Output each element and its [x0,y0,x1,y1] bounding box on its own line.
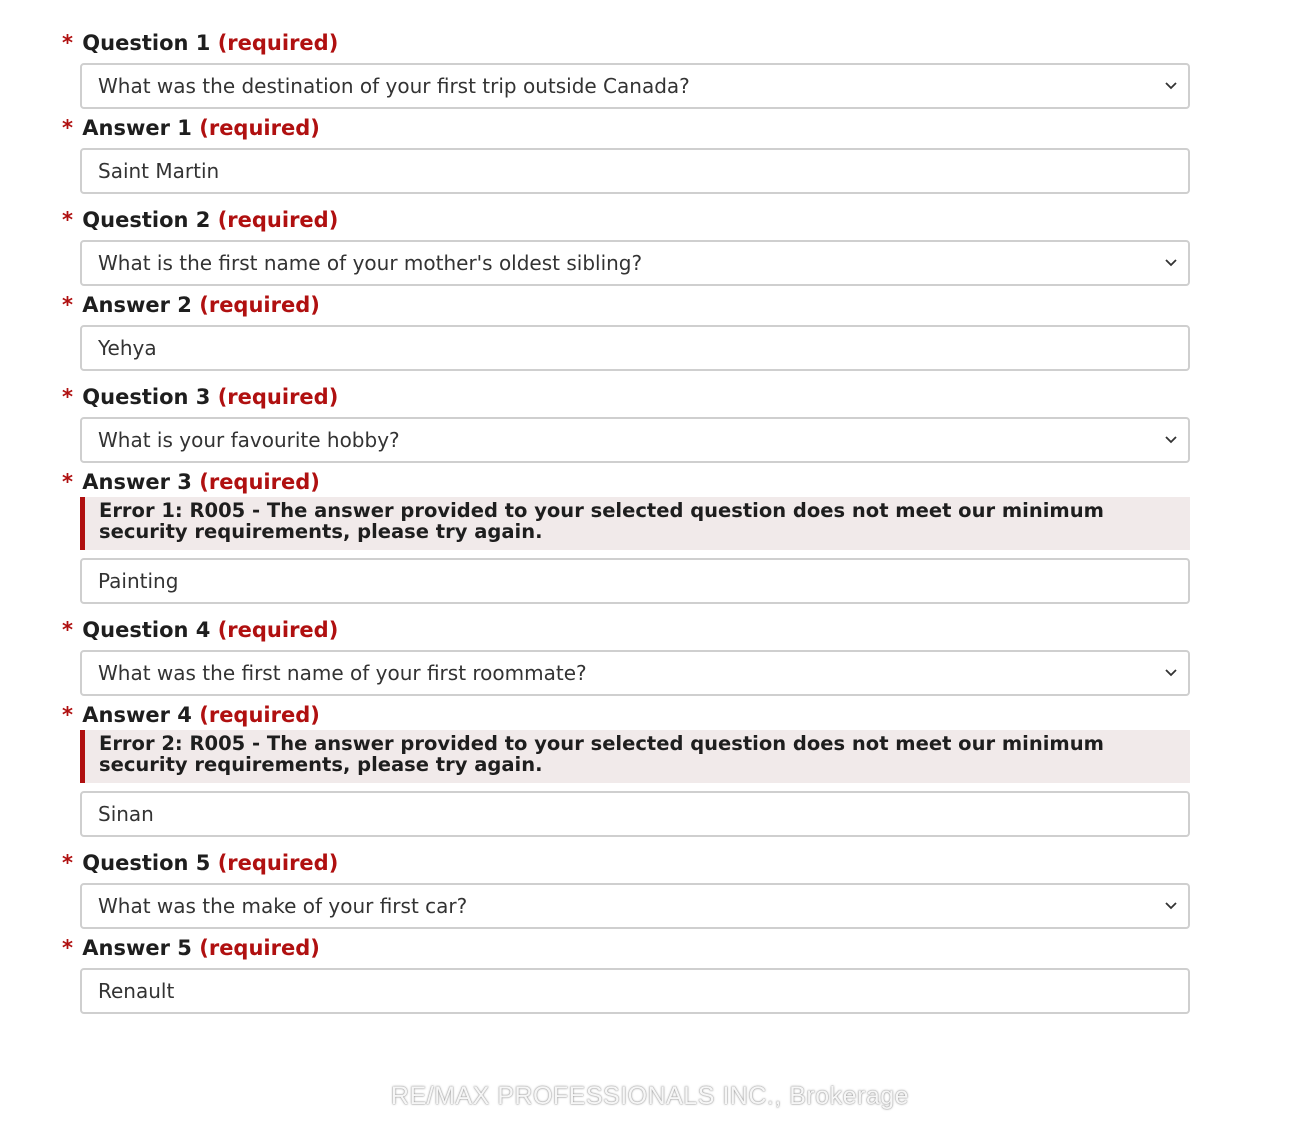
chevron-down-icon [1164,65,1178,107]
answer-4-label: * Answer 4 (required) [62,703,320,727]
question-4-label: * Question 4 (required) [62,618,339,642]
question-2-label: * Question 2 (required) [62,208,339,232]
question-1-select[interactable] [80,63,1190,109]
question-5-label: * Question 5 (required) [62,851,339,875]
answer-2-label: * Answer 2 (required) [62,293,320,317]
answer-5-input[interactable]: Renault [80,968,1190,1014]
answer-1-input[interactable]: Saint Martin [80,148,1190,194]
question-2-select[interactable] [80,240,1190,286]
question-5-select[interactable] [80,883,1190,929]
question-3-selected-value: What is your favourite hobby? [98,428,400,452]
question-1-label: * Question 1 (required) [62,31,339,55]
answer-4-input[interactable]: Sinan [80,791,1190,837]
answer-2-input[interactable]: Yehya [80,325,1190,371]
chevron-down-icon [1164,419,1178,461]
chevron-down-icon [1164,652,1178,694]
brokerage-watermark: RE/MAX PROFESSIONALS INC., Brokerage [390,1082,910,1110]
question-4-selected-value: What was the first name of your first roommate? [98,661,587,685]
question-5-selected-value: What was the make of your first car? [98,894,468,918]
security-questions-form [62,28,1194,1014]
answer-5-label: * Answer 5 (required) [62,936,320,960]
answer-1-label: * Answer 1 (required) [62,116,320,140]
answer-3-input[interactable]: Painting [80,558,1190,604]
question-4-select[interactable] [80,650,1190,696]
chevron-down-icon [1164,885,1178,927]
answer-3-label: * Answer 3 (required) [62,470,320,494]
answer-3-error-message: Error 1: R005 - The answer provided to your selected question does not meet our minimum security requirements, please try again. [80,497,1190,550]
question-3-label: * Question 3 (required) [62,385,339,409]
question-3-select[interactable] [80,417,1190,463]
question-2-selected-value: What is the first name of your mother's oldest sibling? [98,251,643,275]
answer-4-error-message: Error 2: R005 - The answer provided to your selected question does not meet our minimum security requirements, please try again. [80,730,1190,783]
question-1-selected-value: What was the destination of your first trip outside Canada? [98,74,690,98]
chevron-down-icon [1164,242,1178,284]
